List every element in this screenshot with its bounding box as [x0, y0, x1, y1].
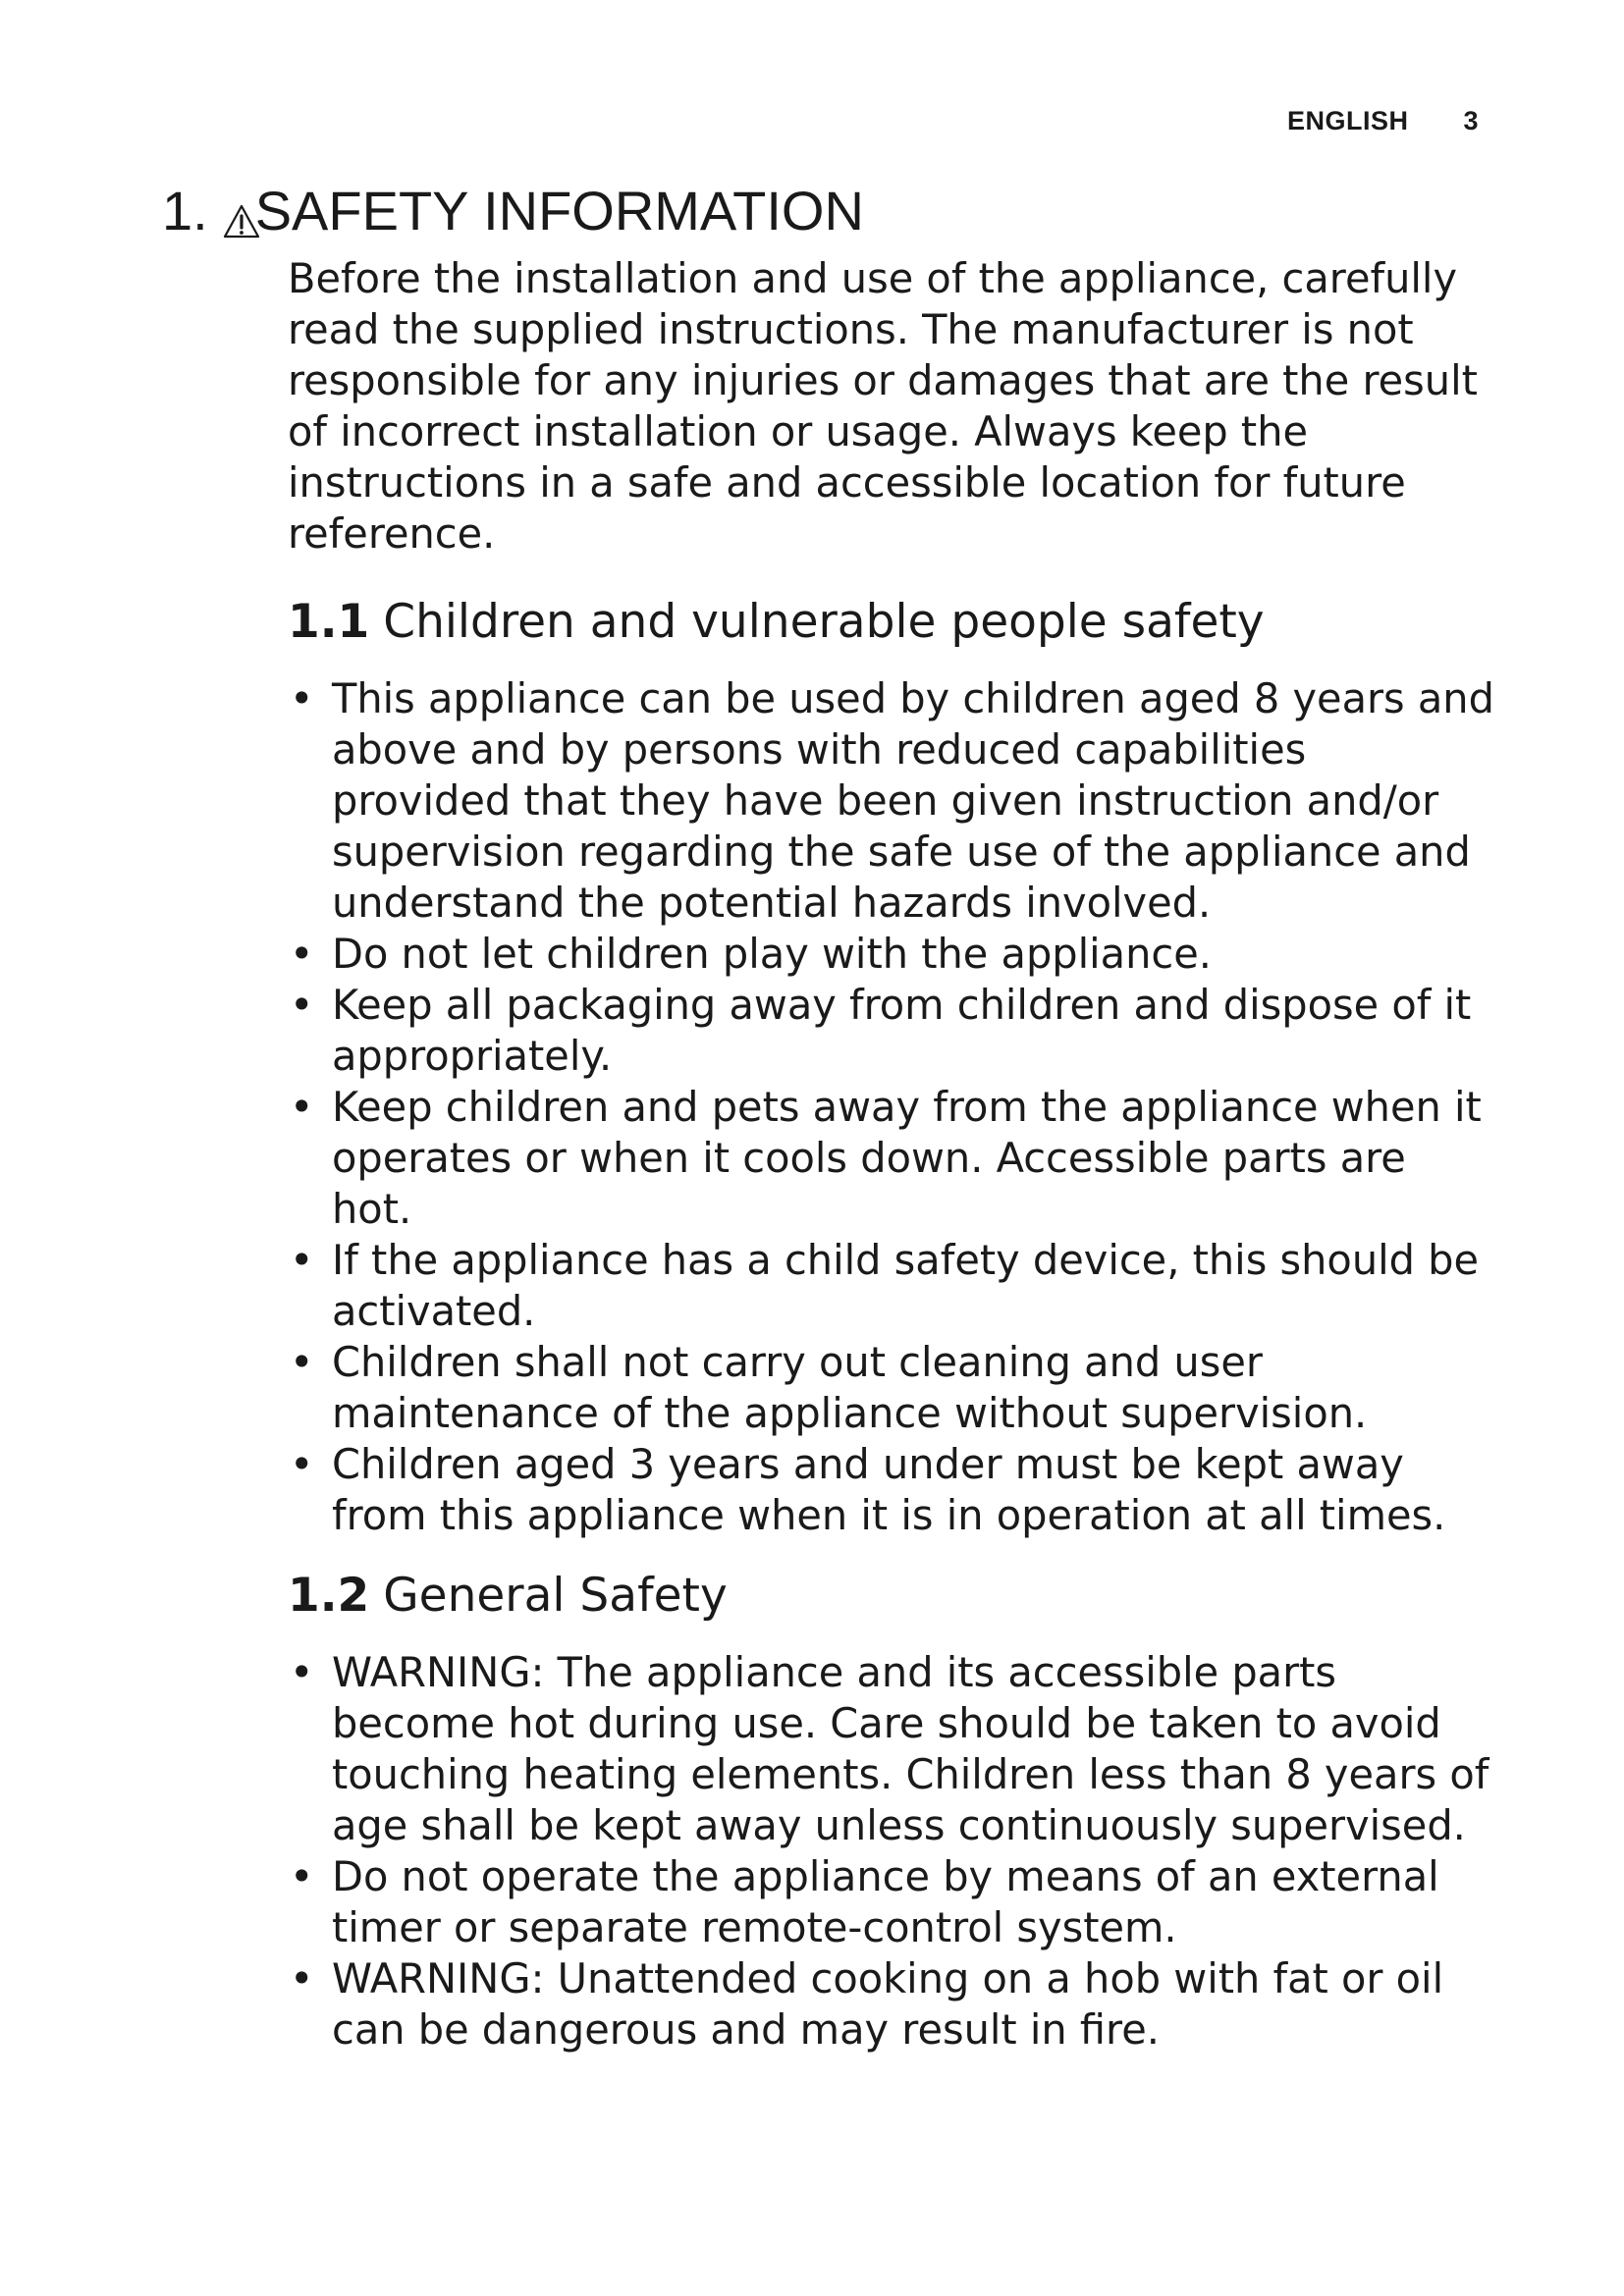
list-item-text: Children shall not carry out cleaning and user maintenance of the appliance without supervision.	[332, 1338, 1368, 1437]
list-item	[288, 980, 1495, 1082]
subsection-title: General Safety	[383, 1569, 728, 1623]
language-label: ENGLISH	[1286, 106, 1409, 135]
list-item-text: Keep children and pets away from the appliance when it operates or when it cools down. Accessible parts are hot.	[332, 1083, 1482, 1233]
children-safety-list	[288, 673, 1495, 1541]
general-safety-list	[288, 1647, 1495, 2056]
bullet-icon: •	[290, 1954, 314, 2002]
bullet-icon: •	[290, 1440, 314, 1488]
bullet-icon: •	[290, 1236, 314, 1284]
list-item	[288, 1082, 1495, 1235]
list-item	[288, 1439, 1495, 1541]
intro-paragraph: Before the installation and use of the appliance, carefully read the supplied instructions. The manufacturer is not responsible for any injuries or damages that are the result of incorrect installation or usage. Always keep the instructions in a safe and accessible location for future reference.	[288, 254, 1478, 558]
bullet-icon: •	[290, 1338, 314, 1386]
document-body	[288, 253, 1495, 2056]
subsection-heading-children	[288, 593, 1495, 652]
page-number: 3	[1463, 106, 1479, 135]
list-item-text: Children aged 3 years and under must be kept away from this appliance when it is in operation at all times.	[332, 1440, 1446, 1539]
bullet-icon: •	[290, 1648, 314, 1696]
list-item	[288, 1953, 1495, 2056]
list-item	[288, 1851, 1495, 1953]
list-item-text: If the appliance has a child safety device, this should be activated.	[332, 1236, 1480, 1335]
subsection-number: 1.1	[288, 595, 370, 649]
bullet-icon: •	[290, 1852, 314, 1900]
page-header	[1287, 106, 1479, 136]
section-title	[162, 180, 864, 242]
list-item-text: Do not let children play with the appliance.	[332, 930, 1212, 978]
bullet-icon: •	[290, 930, 314, 978]
list-item	[288, 673, 1495, 929]
subsection-number: 1.2	[288, 1569, 370, 1623]
list-item-text: Do not operate the appliance by means of an external timer or separate remote-control system.	[332, 1852, 1439, 1951]
list-item-text: This appliance can be used by children aged 8 years and above and by persons with reduced capabilities provided that they have been given instruction and/or supervision regarding the safe use of the appliance and understand the potential hazards involved.	[332, 674, 1494, 927]
subsection-title: Children and vulnerable people safety	[383, 595, 1265, 649]
list-item	[288, 1647, 1495, 1851]
list-item	[288, 929, 1495, 980]
warning-triangle-icon	[222, 190, 261, 228]
bullet-icon: •	[290, 1083, 314, 1131]
section-title-text: SAFETY INFORMATION	[254, 180, 864, 241]
subsection-heading-general	[288, 1567, 1495, 1626]
bullet-icon: •	[290, 674, 314, 722]
section-number: 1.	[162, 180, 208, 241]
bullet-icon: •	[290, 981, 314, 1029]
list-item-text: WARNING: Unattended cooking on a hob with fat or oil can be dangerous and may result in fire.	[332, 1954, 1444, 2054]
list-item	[288, 1235, 1495, 1337]
list-item-text: Keep all packaging away from children and dispose of it appropriately.	[332, 981, 1472, 1080]
list-item-text: WARNING: The appliance and its accessible parts become hot during use. Care should be taken to avoid touching heating elements. Children less than 8 years of age shall be kept away unless continuously supervised.	[332, 1648, 1489, 1849]
list-item	[288, 1337, 1495, 1439]
